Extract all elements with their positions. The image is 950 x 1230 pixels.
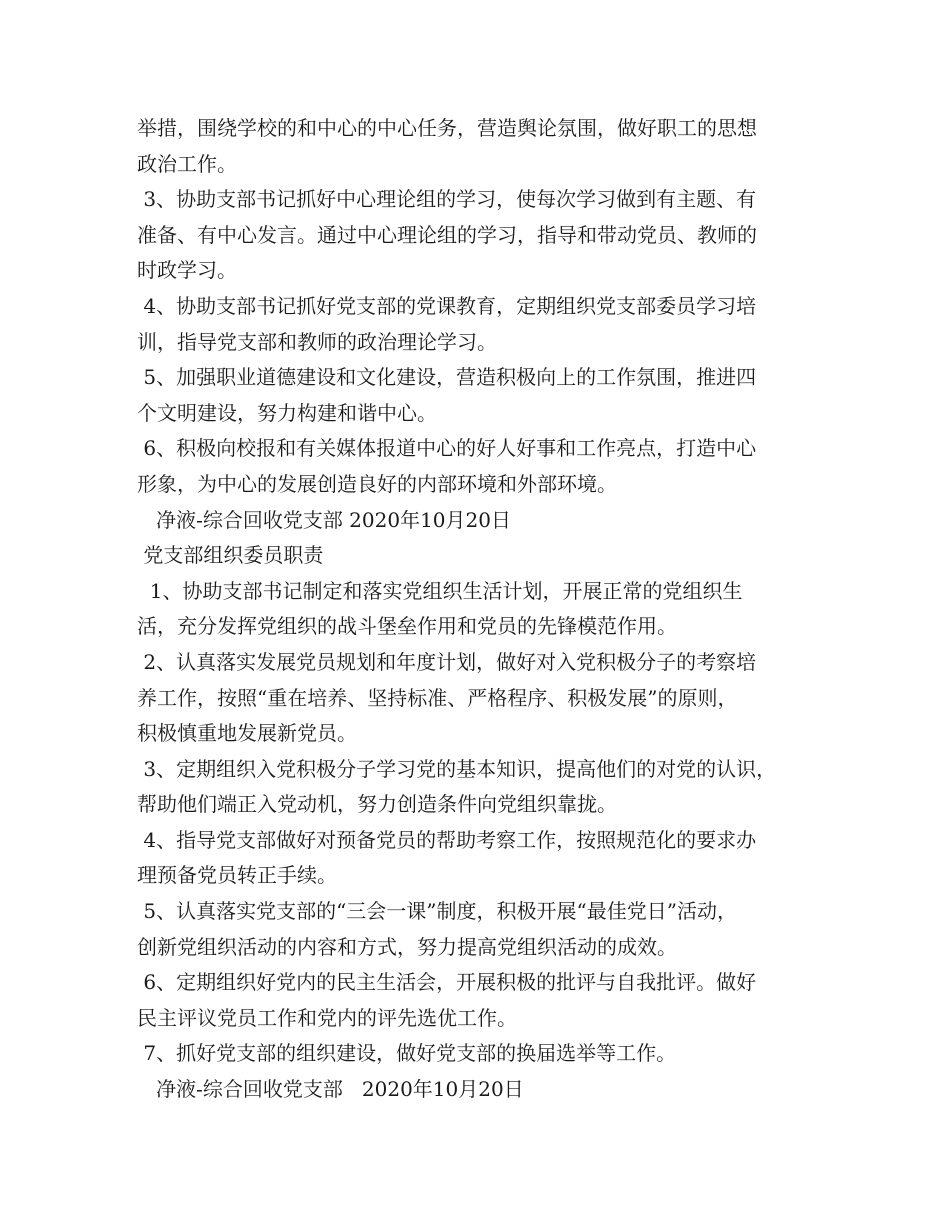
text-line: 理预备党员转正手续。 <box>137 863 337 888</box>
text-line: 个文明建设，努力构建和谐中心。 <box>137 400 437 425</box>
document-body <box>0 111 950 1108</box>
text-line: 创新党组织活动的内容和方式，努力提高党组织活动的成效。 <box>137 934 677 959</box>
text-line: 形象，为中心的发展创造良好的内部环境和外部环境。 <box>137 471 617 496</box>
text-line: 准备、有中心发言。通过中心理论组的学习，指导和带动党员、教师的 <box>137 222 757 247</box>
text-line: 活，充分发挥党组织的战斗堡垒作用和党员的先锋模范作用。 <box>137 614 677 639</box>
text-line: 时政学习。 <box>137 258 237 283</box>
signature-line: 净液-综合回收党支部 2020年10月20日 <box>137 1077 524 1102</box>
text-line: 养工作，按照“重在培养、坚持标准、严格程序、积极发展”的原则， <box>137 685 738 710</box>
text-line: 民主评议党员工作和党内的评先选优工作。 <box>137 1005 517 1030</box>
section-title: 党支部组织委员职责 <box>137 543 324 568</box>
text-line: 6、定期组织好党内的民主生活会，开展积极的批评与自我批评。做好 <box>137 970 757 995</box>
text-line: 训，指导党支部和教师的政治理论学习。 <box>137 329 497 354</box>
text-line: 5、认真落实党支部的“三会一课”制度，积极开展“最佳党日”活动， <box>137 899 737 924</box>
text-line: 帮助他们端正入党动机，努力创造条件向党组织靠拢。 <box>137 792 617 817</box>
signature-line: 净液-综合回收党支部 2020年10月20日 <box>137 507 511 532</box>
text-line: 5、加强职业道德建设和文化建设，营造积极向上的工作氛围，推进四 <box>137 365 757 390</box>
text-line: 3、定期组织入党积极分子学习党的基本知识，提高他们的对党的认识， <box>137 756 777 781</box>
text-line: 4、协助支部书记抓好党支部的党课教育，定期组织党支部委员学习培 <box>137 293 757 318</box>
text-line: 1、协助支部书记制定和落实党组织生活计划，开展正常的党组织生 <box>137 578 743 603</box>
text-line: 6、积极向校报和有关媒体报道中心的好人好事和工作亮点，打造中心 <box>137 436 757 461</box>
text-line: 举措，围绕学校的和中心的中心任务，营造舆论氛围，做好职工的思想 <box>137 116 757 140</box>
text-line: 3、协助支部书记抓好中心理论组的学习，使每次学习做到有主题、有 <box>137 187 757 212</box>
text-line: 4、指导党支部做好对预备党员的帮助考察工作，按照规范化的要求办 <box>137 827 757 852</box>
text-line: 7、抓好党支部的组织建设，做好党支部的换届选举等工作。 <box>137 1041 677 1066</box>
text-line: 2、认真落实发展党员规划和年度计划，做好对入党积极分子的考察培 <box>137 649 757 674</box>
text-line: 积极慎重地发展新党员。 <box>137 721 357 746</box>
text-line: 政治工作。 <box>137 151 237 176</box>
